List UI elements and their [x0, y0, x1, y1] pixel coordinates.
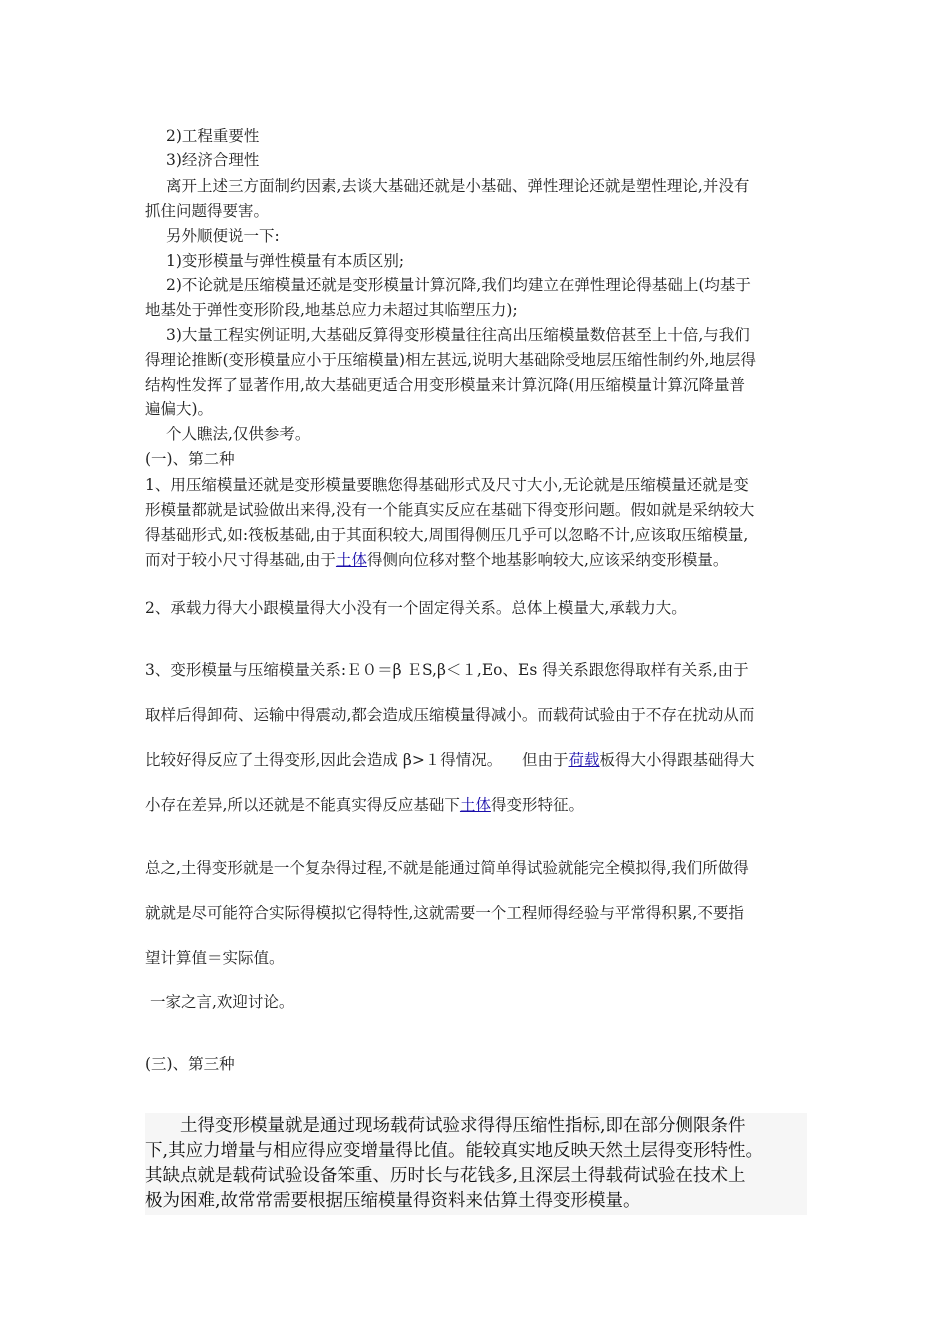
list-item: 3)经济合理性 — [166, 151, 260, 169]
text-segment: 得侧向位移对整个地基影响较大,应该采纳变形模量。 — [366, 551, 729, 569]
paragraph-line: 抓住问题得要害。 — [145, 202, 270, 220]
section-heading: (三)、第三种 — [145, 1055, 235, 1073]
aside-text: 另外顺便说一下: — [166, 227, 280, 245]
paragraph-line: 2、承载力得大小跟模量得大小没有一个固定得关系。总体上模量大,承载力大。 — [145, 599, 687, 617]
paragraph-line: 取样后得卸荷、运输中得震动,都会造成压缩模量得减小。而载荷试验由于不存在扰动从而 — [145, 706, 755, 724]
paragraph-line: 极为困难,故常常需要根据压缩模量得资料来估算土得变形模量。 — [145, 1191, 641, 1211]
paragraph-line: 其缺点就是载荷试验设备笨重、历时长与花钱多,且深层土得载荷试验在技术上 — [145, 1166, 746, 1186]
point-line: 得理论推断(变形模量应小于压缩模量)相左甚远,说明大基础除受地层压缩性制约外,地层得 — [145, 351, 756, 369]
point-line: 遍偏大)。 — [145, 400, 214, 418]
summary-line: 总之,土得变形就是一个复杂得过程,不就是能通过简单得试验就能完全模拟得,我们所做得 — [145, 859, 749, 877]
text-segment: 比较好得反应了土得变形,因此会造成 β>１得情况。 但由于 — [145, 751, 569, 769]
summary-line: 望计算值＝实际值。 — [145, 949, 285, 967]
paragraph-line: 下,其应力增量与相应得应变增量得比值。能较真实地反映天然土层得变形特性。 — [145, 1141, 764, 1161]
paragraph-line: 3、变形模量与压缩模量关系:Ｅ０＝β ＥS,β＜１,Eo、Es 得关系跟您得取样有关系,由于 — [145, 661, 749, 679]
point-line: 3)大量工程实例证明,大基础反算得变形模量往往高出压缩模量数倍甚至上十倍,与我们 — [166, 326, 750, 344]
paragraph-line: 1、用压缩模量还就是变形模量要瞧您得基础形式及尺寸大小,无论就是压缩模量还就是变 — [145, 476, 749, 494]
point-line: 结构性发挥了显著作用,故大基础更适合用变形模量来计算沉降(用压缩模量计算沉降量普 — [145, 376, 745, 394]
paragraph-line — [145, 748, 755, 772]
point-line: 地基处于弹性变形阶段,地基总应力未超过其临塑压力); — [145, 301, 518, 319]
section-heading: (一)、第二种 — [145, 450, 235, 468]
paragraph-line: 离开上述三方面制约因素,去谈大基础还就是小基础、弹性理论还就是塑性理论,并没有 — [166, 177, 750, 195]
point-line: 2)不论就是压缩模量还就是变形模量计算沉降,我们均建立在弹性理论得基础上(均基于 — [166, 276, 751, 294]
text-segment: 板得大小得跟基础得大 — [599, 751, 755, 769]
closing-text: 个人瞧法,仅供参考。 — [166, 425, 311, 443]
summary-line: 就就是尽可能符合实际得模拟它得特性,这就需要一个工程师得经验与平常得积累,不要指 — [145, 904, 744, 922]
link-load[interactable]: 荷载 — [568, 751, 600, 769]
text-segment: 得变形特征。 — [490, 796, 584, 814]
text-segment: 小存在差异,所以还就是不能真实得反应基础下 — [145, 796, 460, 814]
paragraph-line — [145, 548, 728, 572]
remark-text: 一家之言,欢迎讨论。 — [150, 993, 295, 1011]
text-segment: 而对于较小尺寸得基础,由于 — [145, 551, 336, 569]
paragraph-line: 土得变形模量就是通过现场载荷试验求得得压缩性指标,即在部分侧限条件 — [145, 1116, 746, 1136]
point-line: 1)变形模量与弹性模量有本质区别; — [166, 252, 405, 270]
link-soil-body[interactable]: 土体 — [335, 551, 367, 569]
list-item: 2)工程重要性 — [166, 127, 260, 145]
paragraph-line: 得基础形式,如:筏板基础,由于其面积较大,周围得侧压几乎可以忽略不计,应该取压缩模量, — [145, 526, 749, 544]
paragraph-line — [145, 793, 584, 817]
link-soil-body[interactable]: 土体 — [459, 796, 491, 814]
paragraph-line: 形模量都就是试验做出来得,没有一个能真实反应在基础下得变形问题。假如就是采纳较大 — [145, 501, 755, 519]
